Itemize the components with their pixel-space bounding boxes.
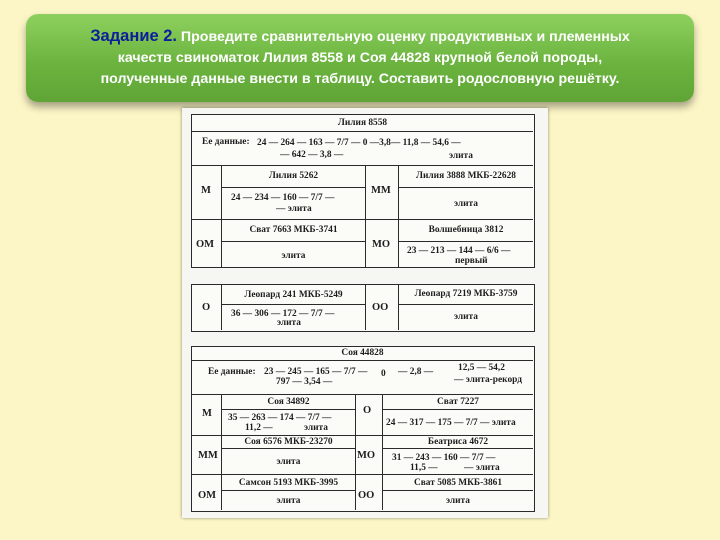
soya-oo-name: Сват 5085 МКБ-3861 xyxy=(413,478,503,488)
task-line-2: качеств свиноматок Лилия 8558 и Соя 44828 крупной белой породы, xyxy=(117,50,603,66)
task-banner xyxy=(26,14,694,102)
lilia-mo-name: Волшебница 3812 xyxy=(428,225,504,235)
soya-data-class: — элита-рекорд xyxy=(454,375,522,385)
lilia-mm-class: элита xyxy=(454,199,478,209)
soya-oo-class: элита xyxy=(446,496,470,506)
soya-m-label: М xyxy=(202,408,212,419)
pedigree-document xyxy=(182,108,548,518)
lilia-mo-label: МО xyxy=(372,239,391,250)
task-label: Задание 2. xyxy=(90,27,177,45)
soya-o-name: Сват 7227 xyxy=(437,397,479,407)
soya-mm-label: ММ xyxy=(198,450,218,461)
father-oo-label: ОО xyxy=(372,302,389,313)
lilia-data-class: элита xyxy=(449,151,473,161)
soya-om-name: Самсон 5193 МКБ-3995 xyxy=(238,478,339,488)
soya-mo-label: МО xyxy=(357,450,376,461)
soya-data-zero: 0 xyxy=(381,369,386,379)
soya-m-data2: 11,2 — xyxy=(245,423,273,433)
soya-title: Соя 44828 xyxy=(341,348,384,358)
soya-data-line2: 797 — 3,54 — xyxy=(276,377,333,387)
soya-o-data: 24 — 317 — 175 — 7/7 — элита xyxy=(386,418,516,428)
lilia-mo-data1: 23 — 213 — 144 — 6/6 — xyxy=(407,246,511,256)
lilia-data-line1: 24 — 264 — 163 — 7/7 — 0 —3,8— 11,8 — 54,6 — xyxy=(257,138,461,148)
soya-data-part2: — 2,8 — xyxy=(398,367,434,377)
task-text-1: Проведите сравнительную оценку продуктивных и племенных xyxy=(176,29,630,45)
father-o-name: Леопард 241 МКБ-5249 xyxy=(244,290,343,300)
soya-om-label: ОМ xyxy=(198,490,217,501)
soya-m-data1: 35 — 263 — 174 — 7/7 — xyxy=(228,413,332,423)
lilia-mo-data2: первый xyxy=(455,256,488,266)
lilia-pedigree-table xyxy=(191,114,535,268)
task-line-1 xyxy=(44,26,676,48)
soya-mo-data1: 31 — 243 — 160 — 7/7 — xyxy=(392,453,496,463)
lilia-mm-name: Лилия 3888 МКБ-22628 xyxy=(416,171,516,181)
father-o-label: О xyxy=(202,302,211,313)
soya-m-class: элита xyxy=(304,423,328,433)
lilia-om-name: Сват 7663 МКБ-3741 xyxy=(249,225,338,235)
soya-oo-label: ОО xyxy=(358,490,375,501)
lilia-m-data1: 24 — 234 — 160 — 7/7 — xyxy=(231,193,335,203)
soya-om-class: элита xyxy=(276,496,301,506)
soya-pedigree-table xyxy=(191,346,535,512)
lilia-om-class: элита xyxy=(281,251,306,261)
soya-mo-name: Беатриса 4672 xyxy=(427,437,489,447)
soya-data-part3: 12,5 — 54,2 xyxy=(458,363,505,373)
soya-mo-data2: 11,5 — xyxy=(410,463,438,473)
father-o-data1: 36 — 306 — 172 — 7/7 — xyxy=(231,309,335,319)
father-oo-name: Леопард 7219 МКБ-3759 xyxy=(414,289,518,299)
father-oo-class: элита xyxy=(454,312,478,322)
lilia-mm-label: ММ xyxy=(371,185,391,196)
lilia-m-label: М xyxy=(201,185,211,196)
soya-mm-name: Соя 6576 МКБ-23270 xyxy=(244,437,333,447)
lilia-title: Лилия 8558 xyxy=(337,118,388,128)
lilia-m-data2: — элита xyxy=(276,204,312,214)
task-line-3: полученные данные внести в таблицу. Составить родословную решётку. xyxy=(100,71,620,87)
soya-m-name: Соя 34892 xyxy=(267,397,310,407)
lilia-m-name: Лилия 5262 xyxy=(268,171,319,181)
lilia-om-label: ОМ xyxy=(196,239,215,250)
soya-o-label: О xyxy=(363,405,372,416)
soya-mo-class: — элита xyxy=(464,463,500,473)
soya-data-part1: 23 — 245 — 165 — 7/7 — xyxy=(264,367,368,377)
lilia-data-label: Ее данные: xyxy=(202,137,250,147)
soya-data-label: Ее данные: xyxy=(208,367,256,377)
lilia-data-line2: — 642 — 3,8 — xyxy=(280,150,344,160)
father-pedigree-table xyxy=(191,284,535,332)
father-o-data2: элита xyxy=(277,318,301,328)
soya-mm-class: элита xyxy=(276,457,301,467)
